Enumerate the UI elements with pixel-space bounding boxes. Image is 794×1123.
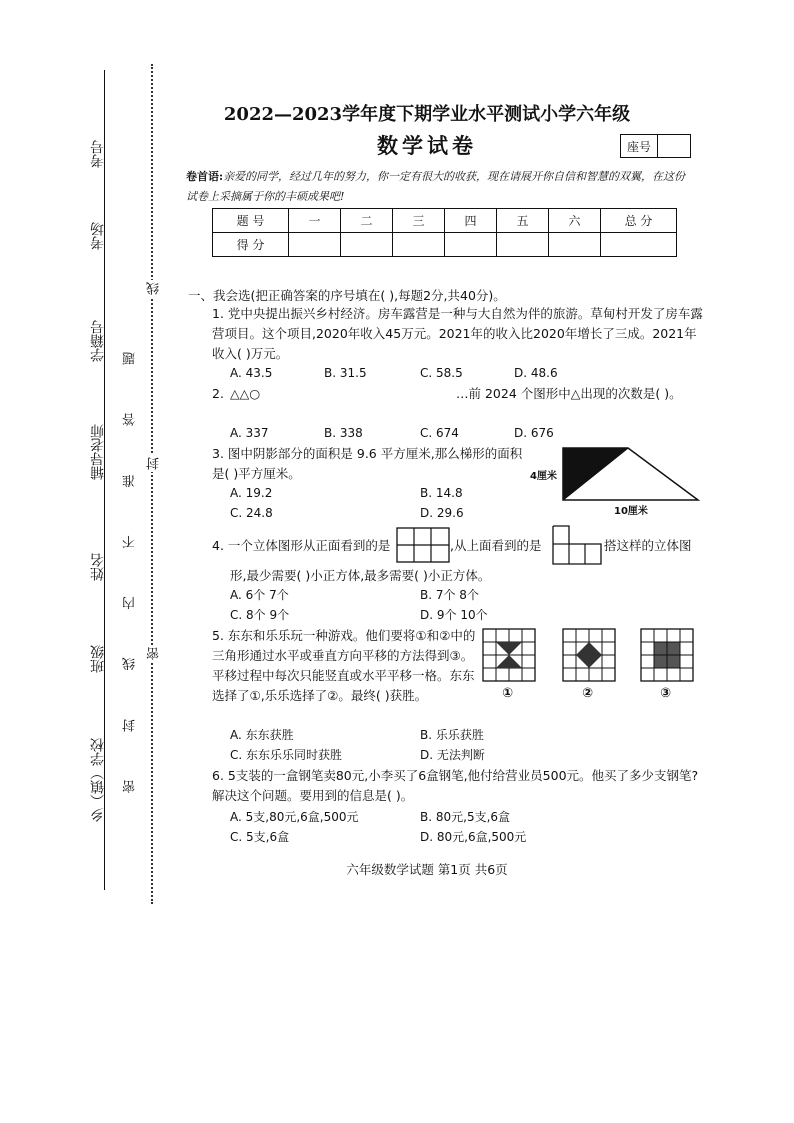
score-cell[interactable] [289,233,341,257]
question-4-part-b: ,从上面看到的是 [450,538,542,553]
q3-option-a[interactable]: A. 19.2 [230,486,273,500]
q3-option-d[interactable]: D. 29.6 [420,506,464,520]
tutor-label: 辅导老师 [90,424,106,480]
q2-option-c[interactable]: C. 674 [420,426,459,440]
q1-option-d[interactable]: D. 48.6 [514,366,558,380]
q5-figure-label-2: ② [582,686,594,701]
score-header-cell: 二 [341,209,393,233]
school-label: 乡（镇）学校 [90,738,106,822]
score-header-cell: 三 [393,209,445,233]
q3-base-label: 10厘米 [614,506,648,517]
intro-label: 卷首语: [186,170,224,183]
question-2: …前 2024 个图形中△出现的次数是( )。 [456,386,682,401]
q5-option-a[interactable]: A. 东东获胜 [230,728,294,742]
q1-option-b[interactable]: B. 31.5 [324,366,367,380]
question-4-part-d: 形,最少需要( )小正方体,最多需要( )小正方体。 [230,568,491,583]
question-4-part-c: 搭这样的立体图 [604,538,692,553]
score-cell[interactable] [445,233,497,257]
q3-option-c[interactable]: C. 24.8 [230,506,273,520]
seal-dotted-line [151,64,153,904]
q2-shape-sequence: △△○ [230,386,261,401]
q4-option-d[interactable]: D. 9个 10个 [420,608,488,622]
student-id-label: 学籍号 [90,320,106,362]
front-view-figure [396,527,450,563]
q6-option-d[interactable]: D. 80元,6盒,500元 [420,830,527,844]
score-cell[interactable] [393,233,445,257]
top-view-figure [552,525,602,565]
q2-option-a[interactable]: A. 337 [230,426,269,440]
intro-paragraph [186,167,696,207]
q5-grid-3 [640,628,694,682]
page-footer: 六年级数学试题 第1页 共6页 [346,862,508,877]
q5-grid-2 [562,628,616,682]
q4-option-c[interactable]: C. 8个 9个 [230,608,290,622]
q3-option-b[interactable]: B. 14.8 [420,486,463,500]
exam-no-label: 考号 [90,140,106,168]
q5-figure-label-1: ① [502,686,514,701]
score-cell[interactable] [549,233,601,257]
q1-option-a[interactable]: A. 43.5 [230,366,273,380]
seal-notice: 密 封 线 内 不 准 答 题 [123,330,138,793]
q5-option-b[interactable]: B. 乐乐获胜 [420,728,484,742]
q6-option-a[interactable]: A. 5支,80元,6盒,500元 [230,810,359,824]
q4-option-a[interactable]: A. 6个 7个 [230,588,289,602]
score-table [212,208,677,257]
q2-option-d[interactable]: D. 676 [514,426,554,440]
section-1-heading: 一、我会选(把正确答案的序号填在( ),每题2分,共40分)。 [188,288,506,303]
exam-room-label: 考场 [90,222,106,250]
q5-grid-1 [482,628,536,682]
q5-figure-label-3: ③ [660,686,672,701]
q6-option-c[interactable]: C. 5支,6盒 [230,830,290,844]
exam-title: 2022—2023学年度下期学业水平测试小学六年级 [223,104,631,125]
q4-option-b[interactable]: B. 7个 8个 [420,588,479,602]
score-header-cell: 总 分 [601,209,677,233]
intro-text: 亲爱的同学，经过几年的努力，你一定有很大的收获，现在请展开你自信和智慧的双翼，在这份试卷上采摘属于你的丰硕成果吧! [186,170,686,203]
seat-number-box[interactable] [620,134,691,158]
score-header-cell: 一 [289,209,341,233]
score-header-cell: 五 [497,209,549,233]
question-5: 5. 东东和乐乐玩一种游戏。他们要将①和②中的三角形通过水平或垂直方向平移的方法得到③。平移过程中每次只能竖直或水平平移一格。东东选择了①,乐乐选择了②。最终( )获胜。 [212,628,476,703]
question-3: 3. 图中阴影部分的面积是 9.6 平方厘米,那么梯形的面积是( )平方厘米。 [212,446,523,481]
score-header-cell: 题 号 [213,209,289,233]
question-2-number: 2. [212,386,224,401]
score-cell[interactable] [497,233,549,257]
seal-mark-2: 封 [147,457,162,470]
subject-title: 数学试卷 [377,133,477,158]
score-row-label: 得 分 [213,233,289,257]
q6-option-b[interactable]: B. 80元,5支,6盒 [420,810,511,824]
q5-option-c[interactable]: C. 东东乐乐同时获胜 [230,748,343,762]
seal-mark-3: 密 [147,647,162,660]
q5-option-d[interactable]: D. 无法判断 [420,748,485,762]
seal-mark-1: 线 [147,282,162,295]
q1-option-c[interactable]: C. 58.5 [420,366,463,380]
question-4-part-a: 4. 一个立体图形从正面看到的是 [212,538,391,553]
seat-label: 座号 [621,135,658,157]
seat-input[interactable] [658,135,690,157]
score-header-cell: 六 [549,209,601,233]
score-cell[interactable] [601,233,677,257]
q3-height-label: 4厘米 [530,471,557,482]
name-label: 姓名 [90,553,106,581]
score-header-cell: 四 [445,209,497,233]
question-6: 6. 5支装的一盒钢笔卖80元,小李买了6盒钢笔,他付给营业员500元。他买了多少支钢笔? 解决这个问题。要用到的信息是( )。 [212,768,699,803]
q2-option-b[interactable]: B. 338 [324,426,363,440]
class-label: 班级 [90,645,106,673]
score-cell[interactable] [341,233,393,257]
question-1: 1. 党中央提出振兴乡村经济。房车露营是一种与大自然为伴的旅游。草甸村开发了房车露营项目。这个项目,2020年收入45万元。2021年的收入比2020年增长了三成。2021年收入( )万元。 [212,306,703,361]
